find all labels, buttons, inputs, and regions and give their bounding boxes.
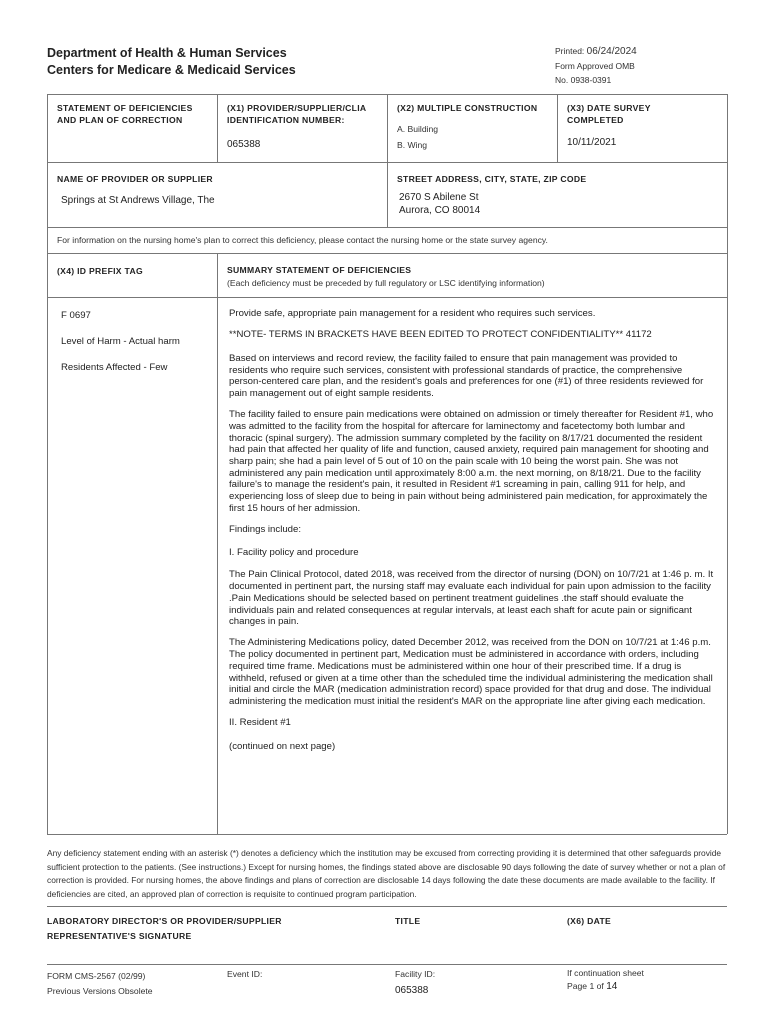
address-label: STREET ADDRESS, CITY, STATE, ZIP CODE (397, 174, 587, 184)
paragraph: I. Facility policy and procedure (229, 546, 359, 558)
x1-value: 065388 (227, 139, 261, 150)
page-total: 14 (606, 981, 618, 992)
x4-label: (X4) ID PREFIX TAG (57, 266, 143, 276)
deficiency-statement (229, 308, 717, 762)
disclosure-footnote: Any deficiency statement ending with an asterisk (*) denotes a deficiency which the institution may be excused from correcting providing it is determined that other safeguards provide sufficient protection to the patients. (See instructions.) Except for nursing homes, the findings stated above are disclosable 90 days following the date of survey whether or not a plan of correction is provided. For nursing homes, the above findings and plans of correction are disclosable 14 days following the date these documents are made available to the facility. If deficiencies are cited, an approved plan of correction is requisite to continued program participation. (47, 848, 726, 899)
x1-label: (X1) PROVIDER/SUPPLIER/CLIA IDENTIFICATION NUMBER: (227, 103, 367, 125)
event-id-label: Event ID: (227, 969, 263, 979)
omb-number: No. 0938-0391 (555, 75, 612, 85)
row-divider-4 (47, 297, 727, 298)
paragraph: **NOTE- TERMS IN BRACKETS HAVE BEEN EDITED TO PROTECT CONFIDENTIALITY** 41172 (229, 329, 652, 341)
form-meta (555, 44, 637, 87)
table-border-left (47, 94, 48, 834)
centers-name: Centers for Medicare & Medicaid Services (47, 63, 296, 77)
agency-header (47, 45, 296, 79)
row-divider-2 (47, 227, 727, 228)
provider-label: NAME OF PROVIDER OR SUPPLIER (57, 174, 213, 184)
printed-date: 06/24/2024 (586, 46, 637, 57)
signature-divider (47, 906, 727, 907)
footer-divider (47, 964, 727, 965)
row-divider-3 (47, 253, 727, 254)
x2-building: A. Building (397, 124, 439, 134)
facility-id-value: 065388 (395, 985, 429, 996)
divider-x3 (557, 94, 558, 162)
info-note: For information on the nursing home's plan to correct this deficiency, please contact the nursing home or the state survey agency. (57, 235, 548, 245)
summary-sub: (Each deficiency must be preceded by full regulatory or LSC identifying information) (227, 278, 545, 288)
department-name: Department of Health & Human Services (47, 46, 287, 60)
paragraph: The facility failed to ensure pain medications were obtained on admission or timely thereafter for Resident #1, who was admitted to the facility from the hospital for aftercare for laminectomy and facetectomy both lumbar and thoracic (spinal surgery). The admission summary completed by the facility on 8/17/21 documented the resident had pain that affected her quality of life and function, caused anxiety, required pain management for shooting and sharp pain; she had a pain level of 5 out of 10 on the pain scale with 10 being the worst pain. She was not administered any pain medication until approximately 8:00 a.m. the next morning, on 8/18/21. Due to the facility failure's to manage the resident's pain, it resulted in Resident #1 screaming in pain, calling 911 for help, and experiencing loss of sleep due to being in pain without being administered pain medication, for approximately the first 15 hours of her admission. (229, 409, 714, 514)
x3-value: 10/11/2021 (567, 137, 617, 148)
paragraph: Based on interviews and record review, the facility failed to ensure that pain management was provided to residents who require such services, consistent with professional standards of practice, the comprehensive person-centered care plan, and the resident's goals and preferences for one (#1) of three residents reviewed for pain management out of eight sample residents. (229, 352, 704, 400)
facility-id-label: Facility ID: (395, 969, 436, 979)
deficiency-tag-column (61, 310, 180, 388)
continuation-info: If continuation sheet Page 1 of 14 (567, 968, 644, 992)
address-value: 2670 S Abilene St Aurora, CO 80014 (399, 192, 481, 216)
divider-address (387, 162, 388, 227)
title-label: TITLE (395, 916, 421, 926)
paragraph: The Administering Medications policy, dated December 2012, was received from the DON on 10/7/21 at 1:46 p.m. The policy documented in pertinent part, Medication must be administered in accordance with orders, including required time frame. Medications must be administered within one hour of their prescribed time. If a drug is withheld, refused or given at a time other than the scheduled time the individual administering the medication shall initial and circle the MAR (medication administration record) space provided for that drug and dose. The individual administering the medication must initial the resident's MAR on the appropriate line after giving each medication. (229, 637, 713, 707)
divider-x1 (217, 94, 218, 162)
divider-x2 (387, 94, 388, 162)
tag-id: F 0697 (61, 310, 91, 321)
table-border-right (727, 94, 728, 834)
paragraph: Provide safe, appropriate pain management for a resident who requires such services. (229, 308, 596, 319)
x3-label: (X3) DATE SURVEY COMPLETED (567, 103, 651, 125)
form-approved: Form Approved OMB (555, 61, 635, 71)
date-label: (X6) DATE (567, 916, 612, 926)
paragraph: II. Resident #1 (229, 717, 291, 729)
x2-wing: B. Wing (397, 140, 428, 150)
paragraph: Findings include: (229, 524, 301, 536)
page-label: Page 1 of (567, 981, 604, 991)
divider-tag-column (217, 253, 218, 834)
harm-level: Level of Harm - Actual harm (61, 336, 180, 347)
form-number: FORM CMS-2567 (02/99) Previous Versions Obsolete (47, 971, 153, 996)
paragraph: The Pain Clinical Protocol, dated 2018, was received from the director of nursing (DON) on 10/7/21 at 1:46 p. m. It documented in pertinent part, the nursing staff may evaluate each individual for pain upon admission to the facility .Pain Medications should be selected based on pertinent treatment guidelines .the staff should evaluate the individuals pain and related consequences at regular intervals, at least each shaft for acute pain or significant changes in pain. (229, 569, 714, 628)
residents-affected: Residents Affected - Few (61, 362, 168, 373)
director-signature-label: LABORATORY DIRECTOR'S OR PROVIDER/SUPPLIER REPRESENTATIVE'S SIGNATURE (47, 916, 282, 941)
x2-label: (X2) MULTIPLE CONSTRUCTION (397, 103, 538, 113)
continued-note: (continued on next page) (229, 740, 336, 752)
table-border-bottom (47, 834, 727, 835)
provider-value: Springs at St Andrews Village, The (61, 195, 215, 206)
summary-label: SUMMARY STATEMENT OF DEFICIENCIES (227, 265, 412, 275)
printed-label: Printed: (555, 46, 585, 56)
statement-label: STATEMENT OF DEFICIENCIES AND PLAN OF CORRECTION (57, 103, 193, 125)
